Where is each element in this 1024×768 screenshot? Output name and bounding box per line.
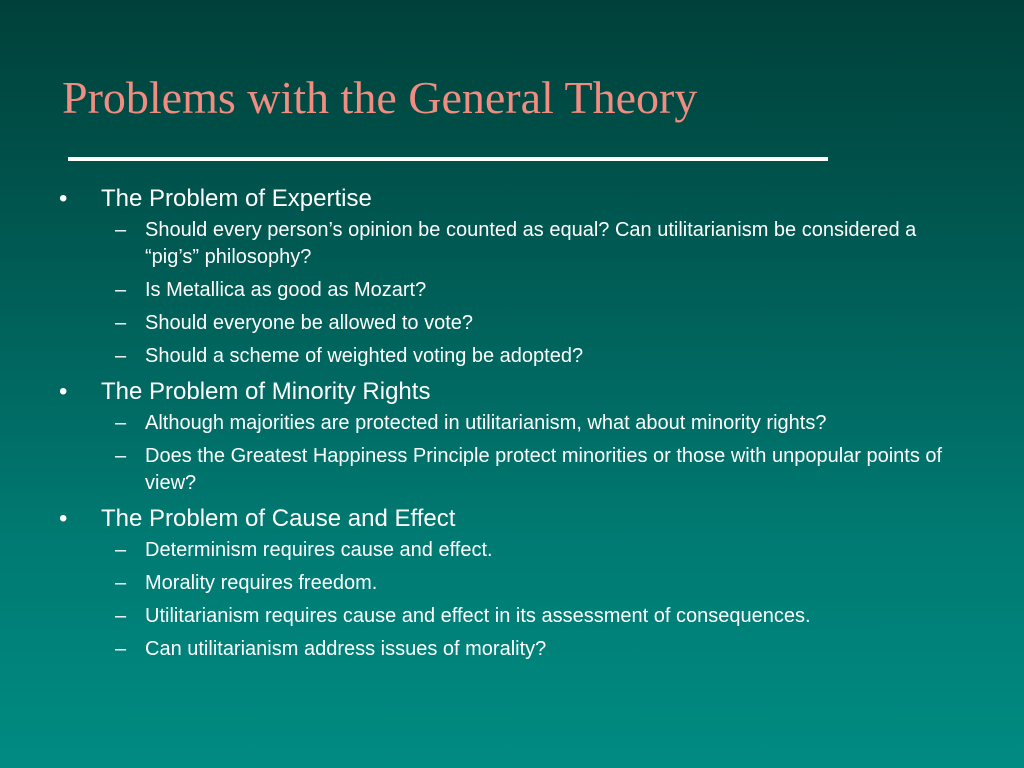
sub-bullet-text: Morality requires freedom. [145,572,378,594]
bullet-item [55,376,955,408]
sub-bullet-item [55,537,955,564]
bullet-heading: The Problem of Expertise [101,185,372,212]
dash-marker: – [115,572,127,594]
sub-bullet-item [55,217,955,271]
slide-content [55,183,955,669]
sub-bullet-text: Should everyone be allowed to vote? [145,312,474,334]
dash-marker: – [115,279,127,301]
sub-bullet-text: Is Metallica as good as Mozart? [145,279,427,301]
slide-title: Problems with the General Theory [62,72,698,123]
bullet-marker: • [59,505,68,532]
sub-bullet-item [55,277,955,304]
bullet-marker: • [59,378,68,405]
sub-bullet-item [55,343,955,370]
dash-marker: – [115,539,127,561]
dash-marker: – [115,605,127,627]
bullet-item [55,183,955,215]
bullet-marker: • [59,185,68,212]
title-underline [68,157,828,161]
sub-bullet-text: Utilitarianism requires cause and effect in its assessment of consequences. [145,605,811,627]
dash-marker: – [115,445,127,467]
dash-marker: – [115,412,127,434]
sub-bullet-text: Does the Greatest Happiness Principle protect minorities or those with unpopular points of view? [145,445,943,494]
sub-bullet-item [55,410,955,437]
bullet-heading: The Problem of Minority Rights [101,378,431,405]
sub-bullet-item [55,636,955,663]
sub-bullet-item [55,310,955,337]
sub-bullet-text: Should every person’s opinion be counted as equal? Can utilitarianism be considered a “pig’s” philosophy? [145,219,917,268]
dash-marker: – [115,345,127,367]
sub-bullet-text: Should a scheme of weighted voting be adopted? [145,345,584,367]
sub-bullet-text: Can utilitarianism address issues of morality? [145,638,547,660]
sub-bullet-text: Although majorities are protected in utilitarianism, what about minority rights? [145,412,827,434]
sub-bullet-item [55,570,955,597]
bullet-item [55,503,955,535]
sub-bullet-item [55,603,955,630]
dash-marker: – [115,638,127,660]
sub-bullet-text: Determinism requires cause and effect. [145,539,493,561]
dash-marker: – [115,219,127,241]
sub-bullet-item [55,443,955,497]
dash-marker: – [115,312,127,334]
bullet-heading: The Problem of Cause and Effect [101,505,456,532]
